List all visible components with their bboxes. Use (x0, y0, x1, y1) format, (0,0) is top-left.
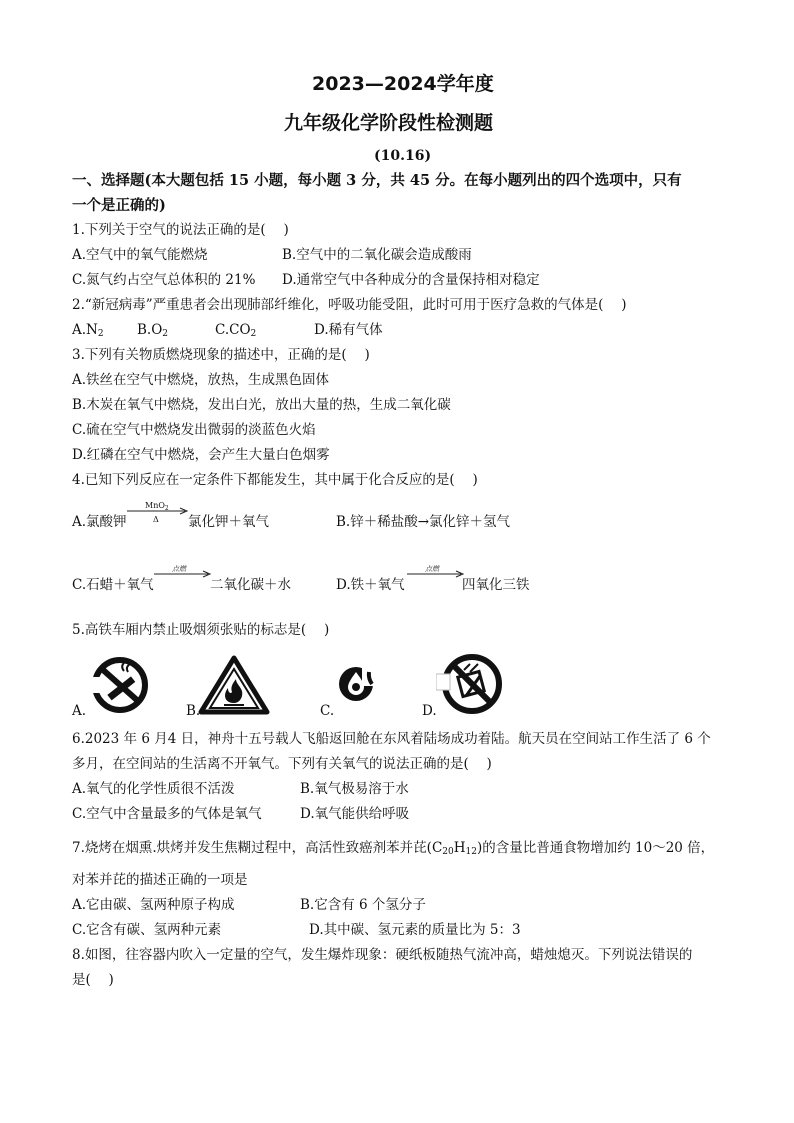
q3-option-d: D.红磷在空气中燃烧，会产生大量白色烟雾 (72, 447, 330, 463)
page-title: 九年级化学阶段性检测题 (284, 112, 494, 134)
q4-option-a-heat: Δ (153, 515, 159, 524)
q6-stem-line2: 多月，在空间站的生活离不开氧气。下列有关氧气的说法正确的是( ) (72, 756, 492, 772)
q7-stem-post: )的含量比普通食物增加约 10～20 倍， (476, 840, 715, 856)
q7-option-d: D.其中碳、氢元素的质量比为 5：3 (309, 922, 521, 938)
q3-option-b: B.木炭在氧气中燃烧，发出白光，放出大量的热，生成二氧化碳 (72, 397, 451, 413)
q4-option-d-arrow (407, 570, 465, 578)
q2-option-c-sub: 2 (250, 329, 257, 339)
q4-stem: 4.已知下列反应在一定条件下都能发生，其中属于化合反应的是( ) (72, 472, 478, 488)
section-intro-line2: 一个是正确的) (72, 197, 166, 214)
q7-formula-h: H (453, 840, 466, 856)
q7-stem-line1 (72, 842, 714, 857)
q4-option-c-arrow (154, 570, 212, 578)
q4-option-c-condition: 点燃 (172, 565, 186, 573)
q7-formula-sub-h: 12 (465, 847, 477, 857)
q4-option-d-right: 四氧化三铁 (462, 577, 530, 593)
q6-option-c: C.空气中含量最多的气体是氧气 (72, 806, 262, 822)
q3-option-c: C.硫在空气中燃烧发出微弱的淡蓝色火焰 (72, 422, 316, 438)
q4-option-b: B.锌＋稀盐酸→氯化锌＋氢气 (336, 514, 511, 530)
q4-option-a-left: A.氯酸钾 (72, 514, 127, 530)
q7-option-b: B.它含有 6 个氢分子 (300, 897, 426, 913)
q4-option-d-condition: 点燃 (425, 565, 439, 573)
q1-stem: 1.下列关于空气的说法正确的是( ) (72, 222, 289, 238)
q7-stem-line2: 对苯并芘的描述正确的一项是 (72, 872, 248, 888)
q2-option-a-sub: 2 (97, 329, 104, 339)
q5-option-b-label: B. (186, 703, 201, 719)
q6-option-a: A.氧气的化学性质很不活泼 (72, 781, 235, 797)
q6-stem-line1: 6.2023 年 6 月4 日，神舟十五号载人飞船返回舱在东风着陆场成功着陆。航天员在空间站工作生活了 6 个 (72, 731, 711, 747)
q2-option-d: D.稀有气体 (314, 322, 383, 338)
q2-option-a-text: A.N (72, 322, 98, 338)
section-intro-line1: 一、选择题(本大题包括 15 小题，每小题 3 分，共 45 分。在每小题列出的四个选项中，只有 (72, 172, 682, 189)
q6-option-d: D.氧气能供给呼吸 (300, 806, 410, 822)
q4-option-a-arrow (127, 507, 189, 515)
q1-option-a: A.空气中的氧气能燃烧 (72, 247, 208, 263)
q2-option-b (137, 324, 168, 339)
q7-option-a: A.它由碳、氢两种原子构成 (72, 897, 235, 913)
q3-option-a: A.铁丝在空气中燃烧，放热，生成黑色固体 (72, 372, 330, 388)
q8-stem-line2: 是( ) (72, 972, 114, 988)
q4-option-c-left: C.石蜡＋氧气 (72, 577, 154, 593)
q8-stem-line1: 8.如图，往容器内吹入一定量的空气，发生爆炸现象：硬纸板随热气流冲高，蜡烛熄灭。下列说法错误的 (72, 947, 693, 963)
q4-catalyst-text: MnO (145, 501, 165, 510)
q1-option-b: B.空气中的二氧化碳会造成酸雨 (282, 247, 472, 263)
q7-stem-pre: 7.烧烤在烟熏.烘烤并发生焦糊过程中，高活性致癌剂苯并芘(C (72, 840, 443, 856)
no-smoking-sign-icon (88, 655, 150, 715)
q1-option-d: D.通常空气中各种成分的含量保持相对稳定 (282, 272, 540, 288)
q4-catalyst-sub: 2 (164, 505, 169, 512)
q5-option-a-label: A. (72, 703, 87, 719)
exam-date: (10.16) (374, 148, 432, 164)
q5-option-d-label: D. (422, 703, 437, 719)
no-fireworks-sign-icon (436, 652, 504, 716)
q4-option-d-left: D.铁＋氧气 (336, 577, 405, 593)
q4-option-a-right: 氯化钾＋氧气 (188, 514, 269, 530)
q7-formula-sub-c: 20 (442, 847, 454, 857)
q1-option-c: C.氮气约占空气总体积的 21% (72, 272, 256, 288)
q2-option-a (72, 324, 104, 339)
q5-stem: 5.高铁车厢内禁止吸烟须张贴的标志是( ) (72, 622, 330, 638)
q5-option-c-label: C. (320, 703, 335, 719)
q3-stem: 3.下列有关物质燃烧现象的描述中，正确的是( ) (72, 347, 370, 363)
exam-year: 2023—2024学年度 (312, 73, 494, 95)
q2-option-c-text: C.CO (215, 322, 251, 338)
q2-stem: 2.“新冠病毒”严重患者会出现肺部纤维化，呼吸功能受阻，此时可用于医疗急救的气体是( ) (72, 297, 627, 313)
q4-option-c-right: 二氧化碳＋水 (210, 577, 291, 593)
flammable-warning-sign-icon (198, 655, 270, 715)
q7-option-c: C.它含有碳、氢两种元素 (72, 922, 222, 938)
q2-option-b-sub: 2 (162, 329, 169, 339)
water-saving-sign-icon (332, 662, 382, 708)
q2-option-c (215, 324, 256, 339)
q2-option-b-text: B.O (137, 322, 163, 338)
q6-option-b: B.氧气极易溶于水 (300, 781, 409, 797)
